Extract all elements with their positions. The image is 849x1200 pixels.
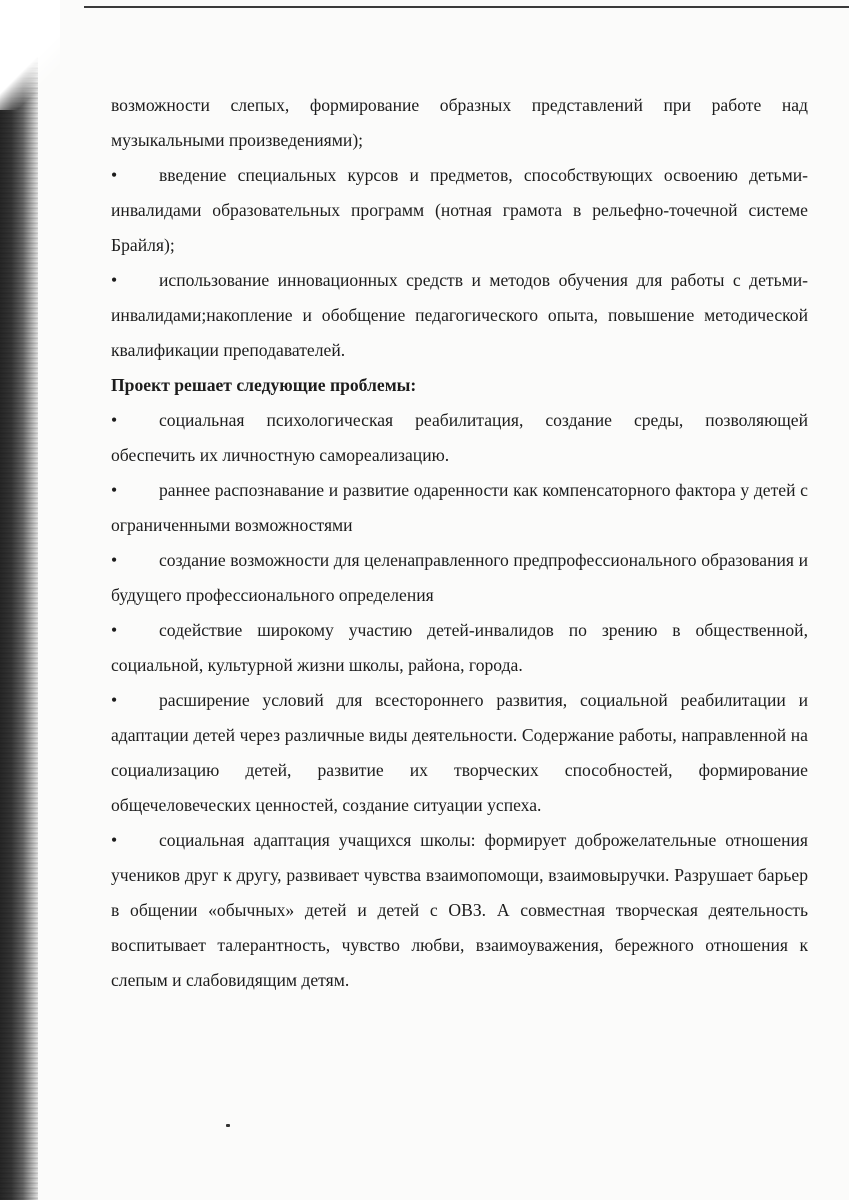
list-item: [111, 158, 808, 263]
list-item-text: использование инновационных средств и методов обучения для работы с детьми-инвалидами;накопление и обобщение педагогического опыта, повышение методической квалификации преподавателей.: [111, 270, 808, 360]
bullet-icon: •: [111, 690, 118, 710]
list-item-text: социальная психологическая реабилитация, создание среды, позволяющей обеспечить их личностную самореализацию.: [111, 410, 808, 465]
bullet-icon: •: [111, 620, 118, 640]
list-item-text: создание возможности для целенаправленного предпрофессионального образования и будущего профессионального определения: [111, 550, 808, 605]
list-item: [111, 543, 808, 613]
list-item: [111, 823, 808, 998]
section-heading: Проект решает следующие проблемы:: [111, 375, 417, 395]
list-item-text: раннее распознавание и развитие одаренности как компенсаторного фактора у детей с ограниченными возможностями: [111, 480, 808, 535]
list-item-text: введение специальных курсов и предметов, способствующих освоению детьми-инвалидами образовательных программ (нотная грамота в рельефно-точечной системе Брайля);: [111, 165, 808, 255]
intro-continuation: возможности слепых, формирование образных представлений при работе над музыкальными произведениями);: [111, 95, 808, 150]
list-item: [111, 613, 808, 683]
list-item-text: социальная адаптация учащихся школы: формирует доброжелательные отношения учеников друг к другу, развивает чувства взаимопомощи, взаимовыручки. Разрушает барьер в общении «обычных» детей и детей с ОВЗ. А совместная творческая деятельность воспитывает талерантность, чувство любви, взаимоуважения, бережного отношения к слепым и слабовидящим детям.: [111, 830, 808, 990]
scan-top-border: [84, 6, 849, 8]
list-item: [111, 683, 808, 823]
bullet-icon: •: [111, 830, 118, 850]
scan-speck: [226, 1124, 230, 1127]
document-body: [111, 88, 808, 998]
bullet-icon: •: [111, 270, 118, 290]
list-item: [111, 403, 808, 473]
list-item-text: расширение условий для всестороннего развития, социальной реабилитации и адаптации детей через различные виды деятельности. Содержание работы, направленной на социализацию детей, развитие их творческих способностей, формирование общечеловеческих ценностей, создание ситуации успеха.: [111, 690, 808, 815]
list-item-text: содействие широкому участию детей-инвалидов по зрению в общественной, социальной, культурной жизни школы, района, города.: [111, 620, 808, 675]
list-item: [111, 473, 808, 543]
bullet-icon: •: [111, 480, 118, 500]
list-item: [111, 263, 808, 368]
bullet-icon: •: [111, 165, 118, 185]
scan-page-corner: [0, 0, 60, 110]
scan-shadow-edge: [0, 0, 38, 1200]
bullet-icon: •: [111, 410, 118, 430]
bullet-icon: •: [111, 550, 118, 570]
